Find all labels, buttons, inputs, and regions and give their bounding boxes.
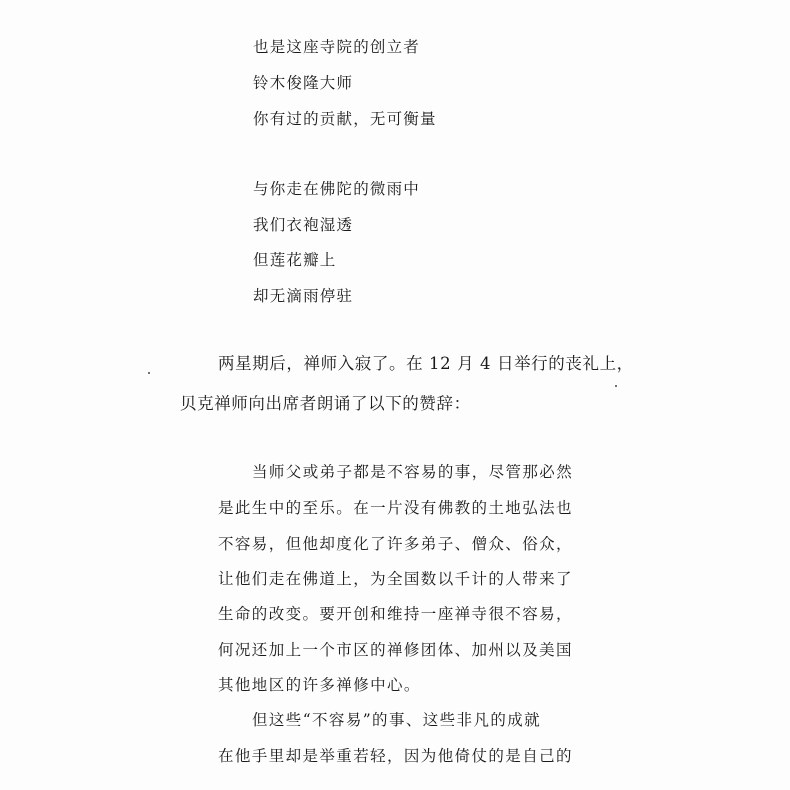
eulogy-line: 让他们走在佛道上，为全国数以千计的人带来了 [218,570,573,588]
poem-line: 但莲花瓣上 [253,251,337,269]
scan-speck [615,385,617,387]
poem-line: 你有过的贡献，无可衡量 [253,110,437,128]
poem-line: 也是这座寺院的创立者 [253,38,421,56]
eulogy-line: 何况还加上一个市区的禅修团体、加州以及美国 [218,641,573,659]
poem-line: 与你走在佛陀的微雨中 [253,180,421,198]
poem-line: 我们衣袍湿透 [253,216,354,234]
poem-line: 却无滴雨停驻 [253,287,354,305]
eulogy-line: 当师父或弟子都是不容易的事，尽管那必然 [252,463,574,481]
eulogy-line: 是此生中的至乐。在一片没有佛教的土地弘法也 [218,499,573,517]
scan-speck [148,372,150,374]
eulogy-line: 不容易，但他却度化了许多弟子、僧众、俗众， [218,535,573,553]
poem-line: 铃木俊隆大师 [253,74,354,92]
eulogy-line: 生命的改变。要开创和维持一座禅寺很不容易， [218,605,573,623]
narration-line: 贝克禅师向出席者朗诵了以下的赞辞： [180,394,471,413]
eulogy-line: 在他手里却是举重若轻，因为他倚仗的是自己的 [218,747,573,765]
eulogy-line: 其他地区的许多禅修中心。 [218,676,421,694]
narration-line: 两星期后，禅师入寂了。在 12 月 4 日举行的丧礼上， [218,354,634,373]
eulogy-line: 但这些“不容易”的事、这些非凡的成就 [252,711,542,729]
